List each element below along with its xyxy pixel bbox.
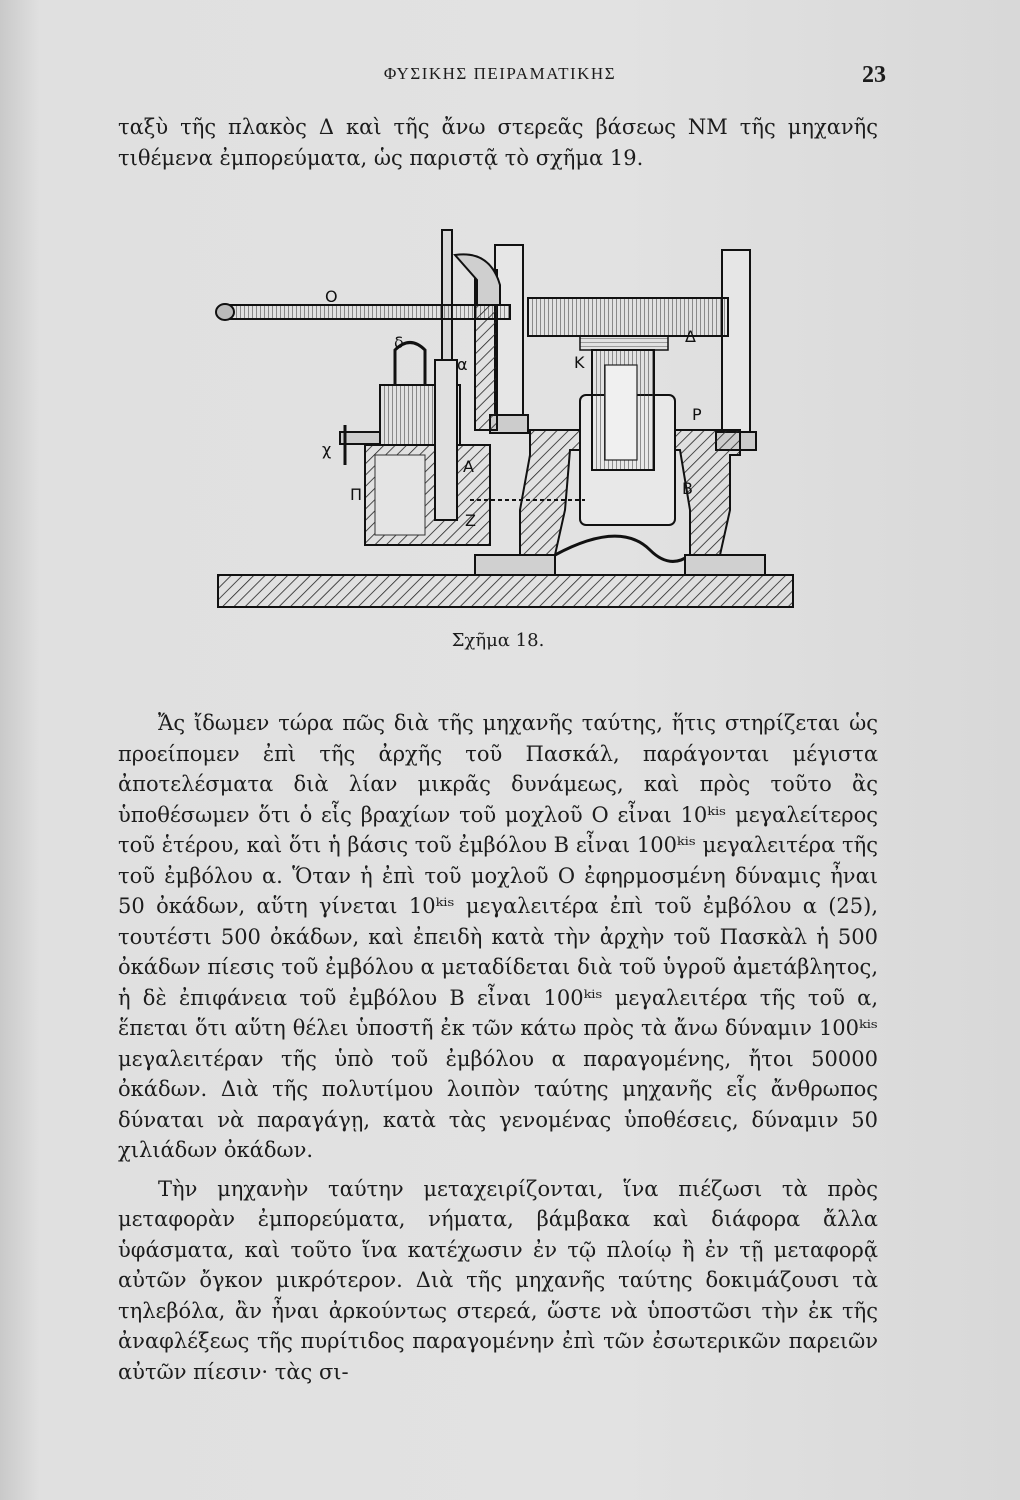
paragraph: Τὴν μηχανὴν ταύτην μεταχειρίζονται, ἵνα πιέζωσι τὰ πρὸς μεταφορὰν ἐμπορεύματα, νήματα, βάμβακα καὶ διάφορα ἄλλα ὑφάσματα, καὶ τοῦτο ἵνα κατέχωσιν ἐν τῷ πλοίῳ ἢ ἐν τῇ μεταφορᾷ αὐτῶν ὄγκον μικρότερον. Διὰ τῆς μηχανῆς ταύτης δοκιμάζουσι τὰ τηλεβόλα, ἂν ἦναι ἀρκούντως στερεά, ὥστε νὰ ὑποστῶσι τὴν ἐκ τῆς ἀναφλέξεως τῆς πυρίτιδος παραγομένην ἐπὶ τῶν ἐσωτερικῶν παρειῶν αὐτῶν πίεσιν· τὰς σι- xyxy=(118,1176,878,1384)
label-Pi: Π xyxy=(350,485,363,504)
page-header xyxy=(120,62,886,94)
column-right xyxy=(722,250,750,450)
piston-alpha xyxy=(442,230,452,360)
label-delta-small: δ xyxy=(394,333,404,352)
label-K: Κ xyxy=(574,353,585,372)
hydraulic-press-figure xyxy=(200,210,810,615)
label-Delta: Δ xyxy=(685,327,696,346)
label-O: Ο xyxy=(325,287,338,306)
label-Z: Ζ xyxy=(465,511,476,530)
label-B: Β xyxy=(682,479,693,498)
body-text xyxy=(118,708,878,1395)
lever-O xyxy=(225,305,510,319)
ground-base xyxy=(218,575,793,607)
column-left xyxy=(495,245,523,430)
figure-caption: Σχῆμα 18. xyxy=(451,630,545,651)
label-alpha: α xyxy=(457,355,468,374)
label-A: Α xyxy=(463,457,474,476)
running-head: ΦΥΣΙΚΗΣ ΠΕΙΡΑΜΑΤΙΚΗΣ xyxy=(383,64,617,83)
page-number: 23 xyxy=(862,62,886,88)
paragraph: Ἄς ἴδωμεν τώρα πῶς διὰ τῆς μηχανῆς ταύτης, ἥτις στηρίζεται ὡς προείπομεν ἐπὶ τῆς ἀρχῆς τοῦ Πασκάλ, παράγονται μέγιστα ἀποτελέσματα διὰ λίαν μικρᾶς δυνάμεως, καὶ πρὸς τοῦτο ἂς ὑποθέσωμεν ὅτι ὁ εἷς βραχίων τοῦ μοχλοῦ Ο εἶναι 10ᵏⁱˢ μεγαλείτερος τοῦ ἑτέρου, καὶ ὅτι ἡ βάσις τοῦ ἐμβόλου Β εἶναι 100ᵏⁱˢ μεγαλειτέρα τῆς τοῦ ἐμβόλου α. Ὅταν ἡ ἐπὶ τοῦ μοχλοῦ Ο ἐφηρμοσμένη δύναμις ἦναι 50 ὀκάδων, αὕτη γίνεται 10ᵏⁱˢ μεγαλειτέρα ἐπὶ τοῦ ἐμβόλου α (25), τουτέστι 500 ὀκάδων, καὶ ἐπειδὴ κατὰ τὴν ἀρχὴν τοῦ Πασκὰλ ἡ 500 ὀκάδων πίεσις τοῦ ἐμβόλου α μεταδίδεται διὰ τοῦ ὑγροῦ ἀμετάβλητος, ἡ δὲ ἐπιφάνεια τοῦ ἐμβόλου Β εἶναι 100ᵏⁱˢ μεγαλειτέρα τῆς τοῦ α, ἕπεται ὅτι αὕτη θέλει ὑποστῆ ἐκ τῶν κάτω πρὸς τὰ ἄνω δύναμιν 100ᵏⁱˢ μεγαλειτέραν τῆς ὑπὸ τοῦ ἐμβόλου α παραγομένης, ἤτοι 50000 ὀκάδων. Διὰ τῆς πολυτίμου λοιπὸν ταύτης μηχανῆς εἷς ἄνθρωπος δύναται νὰ παραγάγῃ, κατὰ τὰς γενομένας ὑποθέσεις, δύναμιν 50 χιλιάδων ὀκάδων. xyxy=(118,711,878,1162)
intro-paragraph: ταξὺ τῆς πλακὸς Δ καὶ τῆς ἄνω στερεᾶς βάσεως ΝΜ τῆς μηχανῆς τιθέμενα ἐμπορεύματα, ὡς παριστᾷ τὸ σχῆμα 19. xyxy=(118,115,878,170)
label-chi: χ xyxy=(322,440,332,459)
press-plate-delta xyxy=(528,298,728,336)
intro-text xyxy=(118,112,878,173)
label-P: Ρ xyxy=(692,405,702,424)
